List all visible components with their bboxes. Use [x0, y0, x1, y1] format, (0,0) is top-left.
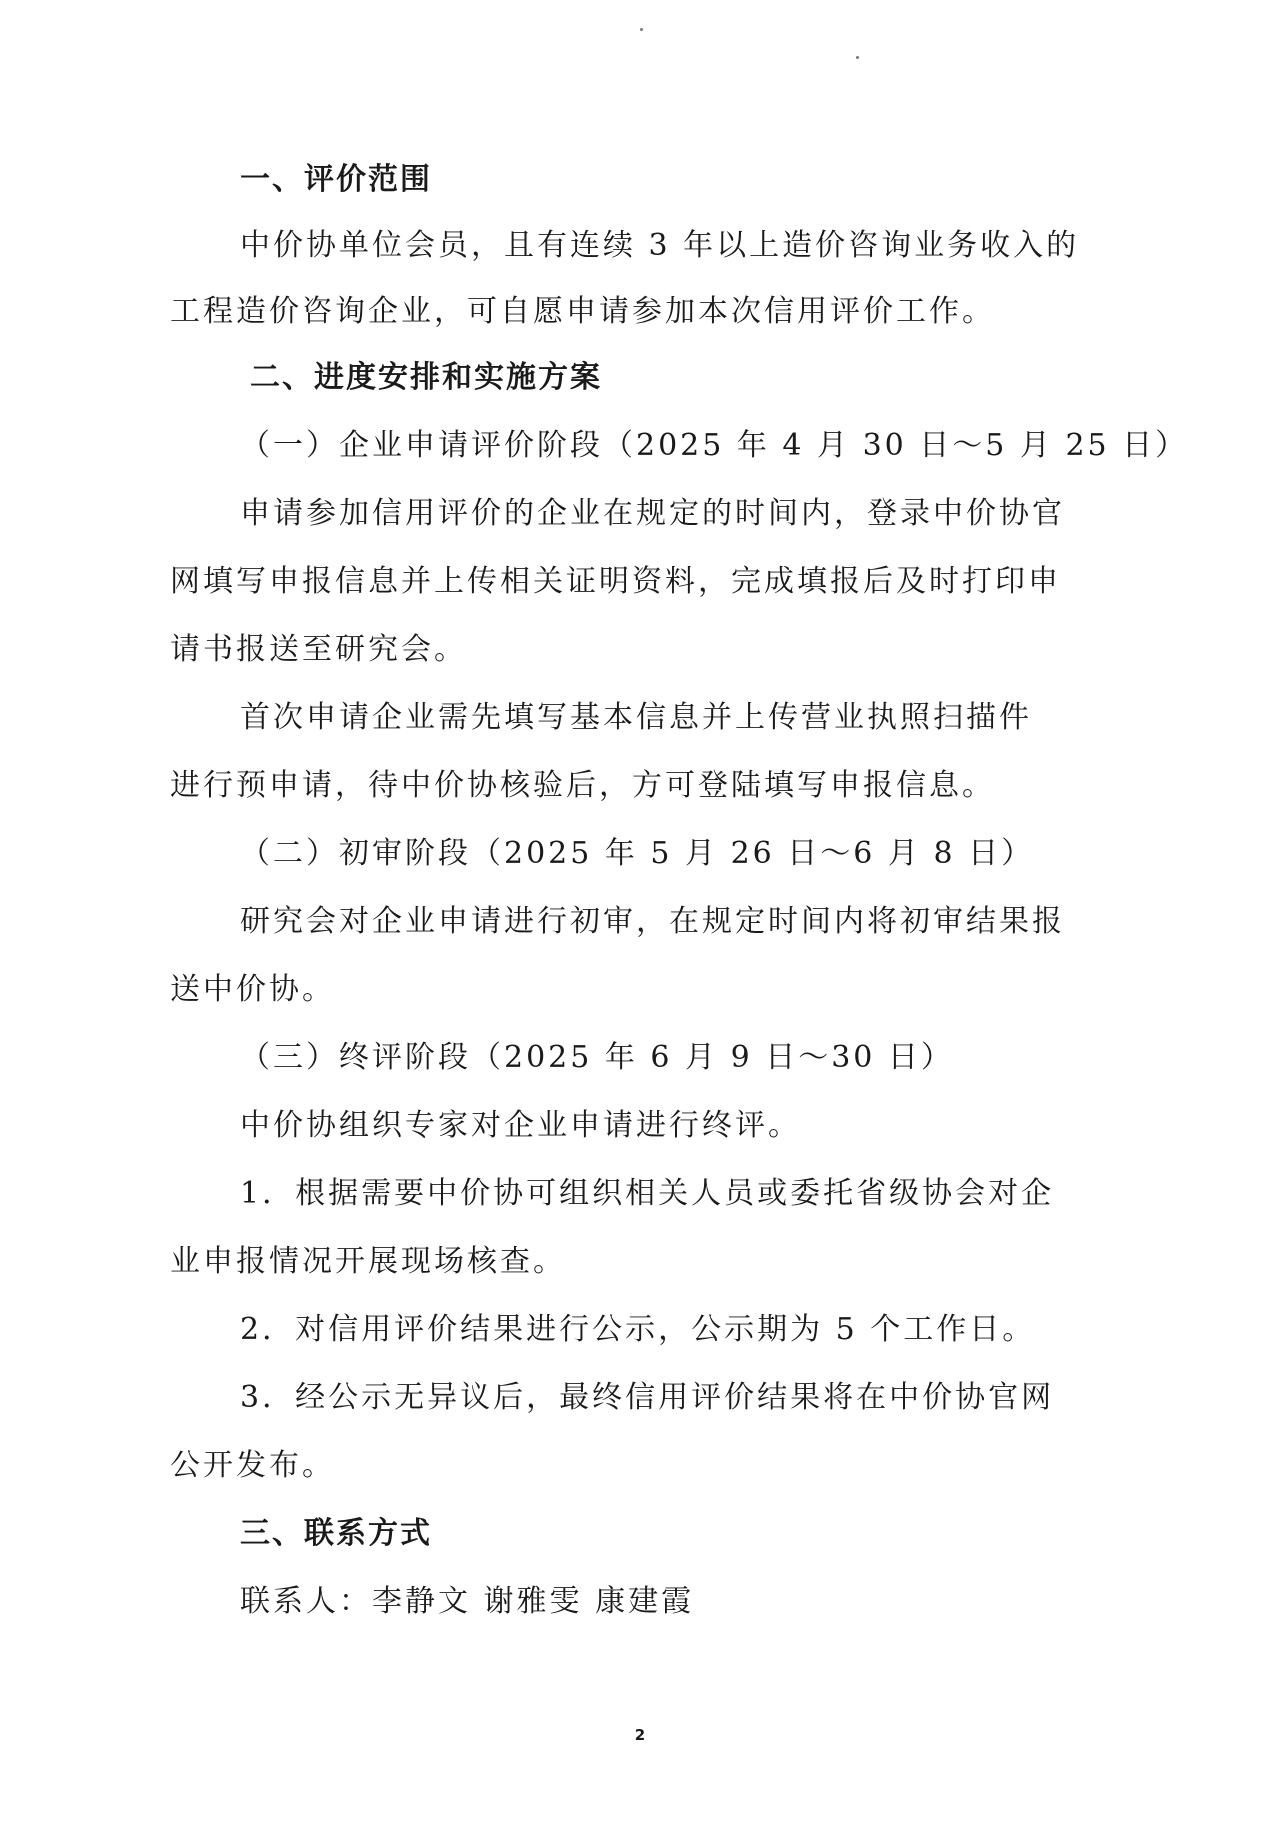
phase2-line-1: 研究会对企业申请进行初审，在规定时间内将初审结果报	[240, 904, 1065, 939]
section1-line-1: 中价协单位会员，且有连续 3 年以上造价咨询业务收入的	[240, 228, 1080, 263]
contact-persons: 联系人：李静文 谢雅雯 康建霞	[240, 1584, 695, 1619]
phase3-intro: 中价协组织专家对企业申请进行终评。	[240, 1108, 801, 1143]
section3-heading: 三、联系方式	[240, 1516, 432, 1551]
section1-heading: 一、评价范围	[240, 162, 432, 197]
phase1-para1-line-3: 请书报送至研究会。	[170, 632, 467, 667]
phase3-title: （三）终评阶段（2025 年 6 月 9 日～30 日）	[240, 1040, 954, 1075]
page-number: 2	[634, 1726, 646, 1744]
phase2-line-2: 送中价协。	[170, 972, 335, 1007]
phase3-item3-line-2: 公开发布。	[170, 1448, 335, 1483]
section2-heading: 二、进度安排和实施方案	[250, 360, 602, 395]
phase1-para2-line-2: 进行预申请，待中价协核验后，方可登陆填写申报信息。	[170, 768, 995, 803]
phase1-para1-line-1: 申请参加信用评价的企业在规定的时间内，登录中价协官	[240, 496, 1065, 531]
phase3-item1-line-1: 1．根据需要中价协可组织相关人员或委托省级协会对企	[240, 1176, 1055, 1211]
phase1-para2-line-1: 首次申请企业需先填写基本信息并上传营业执照扫描件	[240, 700, 1032, 735]
scan-speck	[640, 28, 643, 31]
phase1-para1-line-2: 网填写申报信息并上传相关证明资料，完成填报后及时打印申	[170, 564, 1061, 599]
phase3-item3-line-1: 3．经公示无异议后，最终信用评价结果将在中价协官网	[240, 1380, 1055, 1415]
phase1-title: （一）企业申请评价阶段（2025 年 4 月 30 日～5 月 25 日）	[240, 428, 1189, 463]
phase3-item2: 2．对信用评价结果进行公示，公示期为 5 个工作日。	[240, 1312, 1036, 1347]
phase2-title: （二）初审阶段（2025 年 5 月 26 日～6 月 8 日）	[240, 836, 1035, 871]
section1-line-2: 工程造价咨询企业，可自愿申请参加本次信用评价工作。	[170, 294, 995, 329]
scan-speck	[856, 56, 859, 59]
phase3-item1-line-2: 业申报情况开展现场核查。	[170, 1244, 566, 1279]
